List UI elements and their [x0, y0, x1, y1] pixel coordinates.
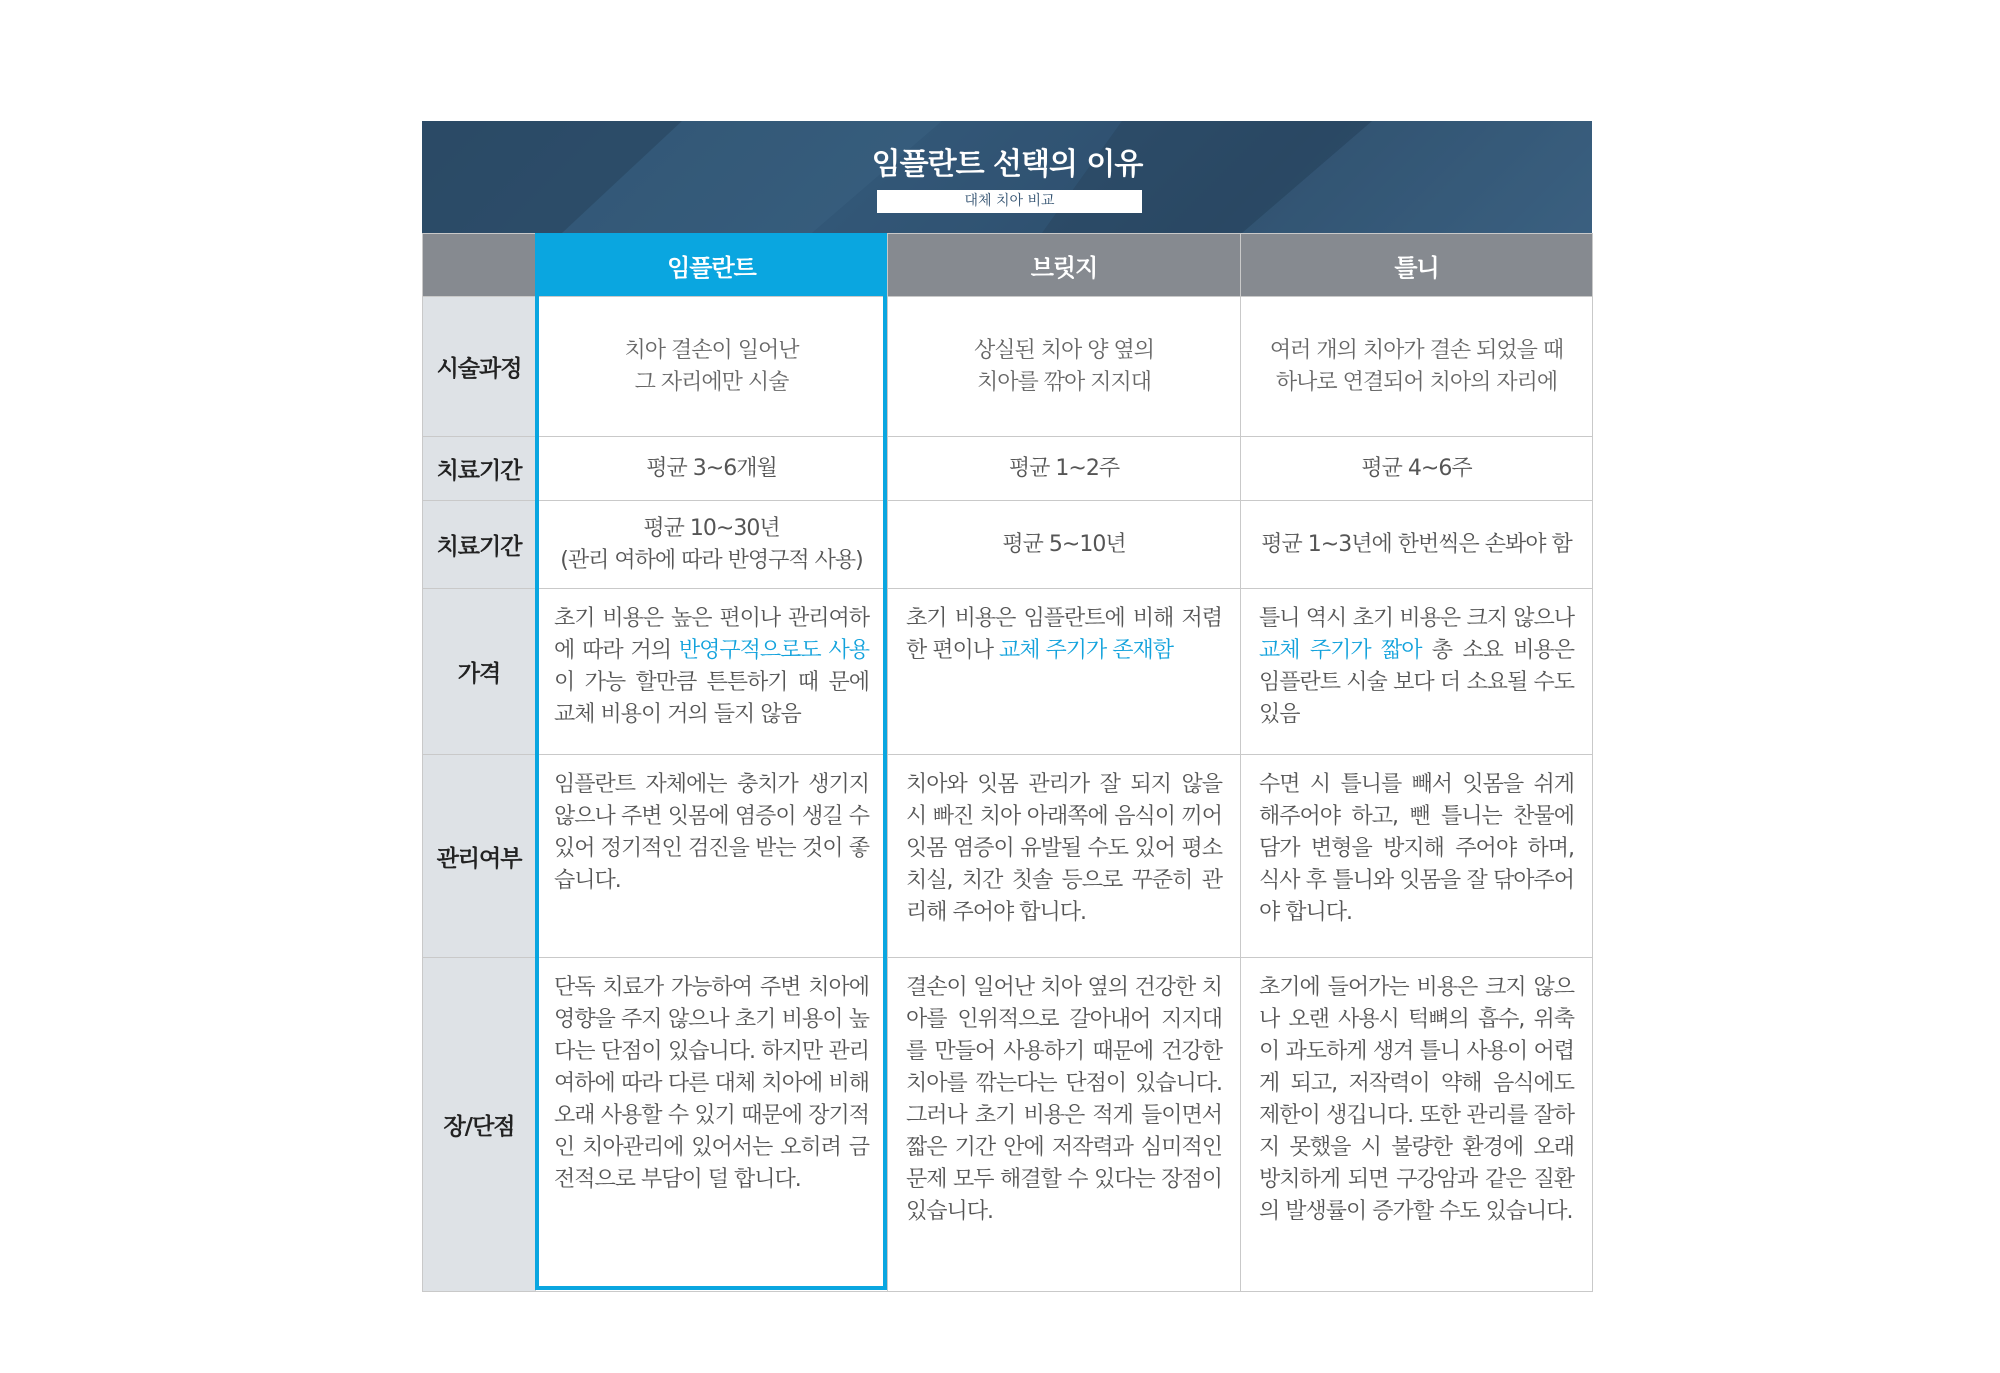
- row-label-procedure: 시술과정: [423, 297, 536, 437]
- page-subtitle: 대체 치아 비교: [877, 190, 1142, 213]
- row-maintenance: [423, 755, 1593, 958]
- cell-bridge-pros-cons: 결손이 일어난 치아 옆의 건강한 치아를 인위적으로 갈아내어 지지대를 만들어 사용하기 때문에 건강한 치아를 깎는다는 단점이 있습니다. 그러나 초기 비용은 적게 들이면서 짧은 기간 안에 저작력과 심미적인 문제 모두 해결할 수 있다는 장점이 있습니다.: [888, 958, 1241, 1292]
- row-treatment-period: [423, 437, 1593, 501]
- cell-implant-price: 초기 비용은 높은 편이나 관리여하에 따라 거의 반영구적으로도 사용이 가능 할만큼 튼튼하기 때 문에 교체 비용이 거의 들지 않음: [536, 589, 888, 755]
- page-title: 임플란트 선택의 이유: [871, 147, 1143, 182]
- column-header-row: [423, 234, 1593, 297]
- cell-implant-lifespan: 평균 10~30년 (관리 여하에 따라 반영구적 사용): [536, 501, 888, 589]
- column-header-bridge: 브릿지: [888, 234, 1241, 297]
- cell-bridge-price: 초기 비용은 임플란트에 비해 저렴한 편이나 교체 주기가 존재함: [888, 589, 1241, 755]
- row-label-maintenance: 관리여부: [423, 755, 536, 958]
- comparison-card: [422, 121, 1592, 1292]
- row-pros-cons: [423, 958, 1593, 1292]
- cell-denture-procedure: 여러 개의 치아가 결손 되었을 때 하나로 연결되어 치아의 자리에: [1241, 297, 1593, 437]
- row-procedure: [423, 297, 1593, 437]
- cell-denture-price: 틀니 역시 초기 비용은 크지 않으나 교체 주기가 짧아 총 소요 비용은 임플란트 시술 보다 더 소요될 수도 있음: [1241, 589, 1593, 755]
- cell-bridge-maintenance: 치아와 잇몸 관리가 잘 되지 않을 시 빠진 치아 아래쪽에 음식이 끼어 잇몸 염증이 유발될 수도 있어 평소 치실, 치간 칫솔 등으로 꾸준히 관리해 주어야 합니다.: [888, 755, 1241, 958]
- comparison-table: [422, 233, 1593, 1292]
- cell-denture-treatment-period: 평균 4~6주: [1241, 437, 1593, 501]
- cell-bridge-lifespan: 평균 5~10년: [888, 501, 1241, 589]
- highlight-text: 교체 주기가 짧아: [1259, 638, 1422, 663]
- cell-implant-procedure: 치아 결손이 일어난 그 자리에만 시술: [536, 297, 888, 437]
- row-label-price: 가격: [423, 589, 536, 755]
- cell-implant-pros-cons: 단독 치료가 가능하여 주변 치아에 영향을 주지 않으나 초기 비용이 높다는 단점이 있습니다. 하지만 관리 여하에 따라 다른 대체 치아에 비해 오래 사용할 수 있기 때문에 장기적인 치아관리에 있어서는 오히려 금전적으로 부담이 덜 합니다.: [536, 958, 888, 1292]
- row-label-lifespan: 치료기간: [423, 501, 536, 589]
- highlight-text: 반영구적으로도 사용: [678, 638, 869, 663]
- row-price: [423, 589, 1593, 755]
- row-label-pros-cons: 장/단점: [423, 958, 536, 1292]
- cell-denture-maintenance: 수면 시 틀니를 빼서 잇몸을 쉬게 해주어야 하고, 뺀 틀니는 찬물에 담가 변형을 방지해 주어야 하며, 식사 후 틀니와 잇몸을 잘 닦아주어야 합니다.: [1241, 755, 1593, 958]
- row-label-treatment-period: 치료기간: [423, 437, 536, 501]
- corner-cell: [423, 234, 536, 297]
- cell-bridge-procedure: 상실된 치아 양 옆의 치아를 깎아 지지대: [888, 297, 1241, 437]
- cell-bridge-treatment-period: 평균 1~2주: [888, 437, 1241, 501]
- row-lifespan: [423, 501, 1593, 589]
- column-header-implant: 임플란트: [536, 234, 888, 297]
- highlight-text: 교체 주기가 존재함: [999, 638, 1174, 663]
- header-banner: [422, 121, 1592, 233]
- cell-denture-lifespan: 평균 1~3년에 한번씩은 손봐야 함: [1241, 501, 1593, 589]
- cell-implant-treatment-period: 평균 3~6개월: [536, 437, 888, 501]
- cell-implant-maintenance: 임플란트 자체에는 충치가 생기지 않으나 주변 잇몸에 염증이 생길 수 있어 정기적인 검진을 받는 것이 좋습니다.: [536, 755, 888, 958]
- column-header-denture: 틀니: [1241, 234, 1593, 297]
- cell-denture-pros-cons: 초기에 들어가는 비용은 크지 않으나 오랜 사용시 턱뼈의 흡수, 위축이 과도하게 생겨 틀니 사용이 어렵게 되고, 저작력이 약해 음식에도 제한이 생깁니다. 또한 관리를 잘하지 못했을 시 불량한 환경에 오래 방치하게 되면 구강암과 같은 질환의 발생률이 증가할 수도 있습니다.: [1241, 958, 1593, 1292]
